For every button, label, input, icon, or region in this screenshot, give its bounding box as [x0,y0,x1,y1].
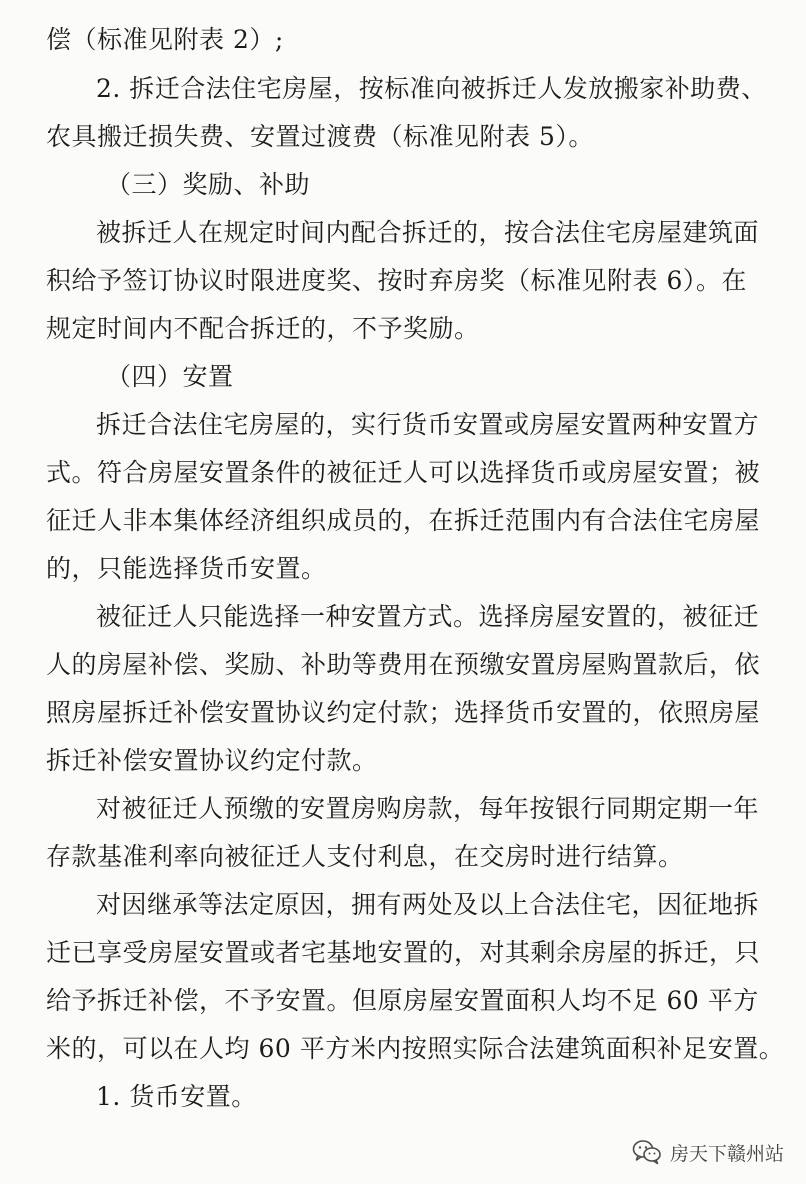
paragraph-line: 给予拆迁补偿，不予安置。但原房屋安置面积人均不足 60 平方 [46,986,759,1015]
paragraph-line: 积给予签订协议时限进度奖、按时弃房奖（标准见附表 6）。在 [46,266,747,295]
paragraph-line: 农具搬迁损失费、安置过渡费（标准见附表 5）。 [46,122,594,151]
paragraph-line: 存款基准利率向被征迁人支付利息，在交房时进行结算。 [46,842,684,871]
paragraph-line: 米的，可以在人均 60 平方米内按照实际合法建筑面积补足安置。 [46,1034,785,1063]
wechat-icon [632,1139,662,1165]
paragraph-line: 规定时间内不配合拆迁的，不予奖励。 [46,314,480,343]
paragraph-line: 拆迁补偿安置协议约定付款。 [46,746,378,775]
paragraph-line: 对被征迁人预缴的安置房购房款，每年按银行同期定期一年 [96,794,760,823]
watermark-text: 房天下赣州站 [669,1142,784,1165]
paragraph-line: 式。符合房屋安置条件的被征迁人可以选择货币或房屋安置；被 [46,458,761,487]
watermark [632,1136,784,1168]
section-heading: （四）安置 [106,362,234,391]
paragraph-line: 被征迁人只能选择一种安置方式。选择房屋安置的，被征迁 [96,602,760,631]
paragraph-line: 对因继承等法定原因，拥有两处及以上合法住宅，因征地拆 [96,890,760,919]
paragraph-line: 2. 拆迁合法住宅房屋，按标准向被拆迁人发放搬家补助费、 [96,74,767,103]
paragraph-line: 被拆迁人在规定时间内配合拆迁的，按合法住宅房屋建筑面 [96,218,760,247]
paragraph-line: 迁已享受房屋安置或者宅基地安置的，对其剩余房屋的拆迁，只 [46,938,761,967]
paragraph-line: 1. 货币安置。 [96,1082,257,1111]
paragraph-line: 照房屋拆迁补偿安置协议约定付款；选择货币安置的，依照房屋 [46,698,761,727]
paragraph-line: 偿（标准见附表 2）; [46,25,284,54]
section-heading: （三）奖励、补助 [106,170,311,199]
paragraph-line: 人的房屋补偿、奖励、补助等费用在预缴安置房屋购置款后，依 [46,650,761,679]
paragraph-line: 的，只能选择货币安置。 [46,554,327,583]
paragraph-line: 拆迁合法住宅房屋的，实行货币安置或房屋安置两种安置方 [96,410,760,439]
paragraph-line: 征迁人非本集体经济组织成员的，在拆迁范围内有合法住宅房屋 [46,506,761,535]
